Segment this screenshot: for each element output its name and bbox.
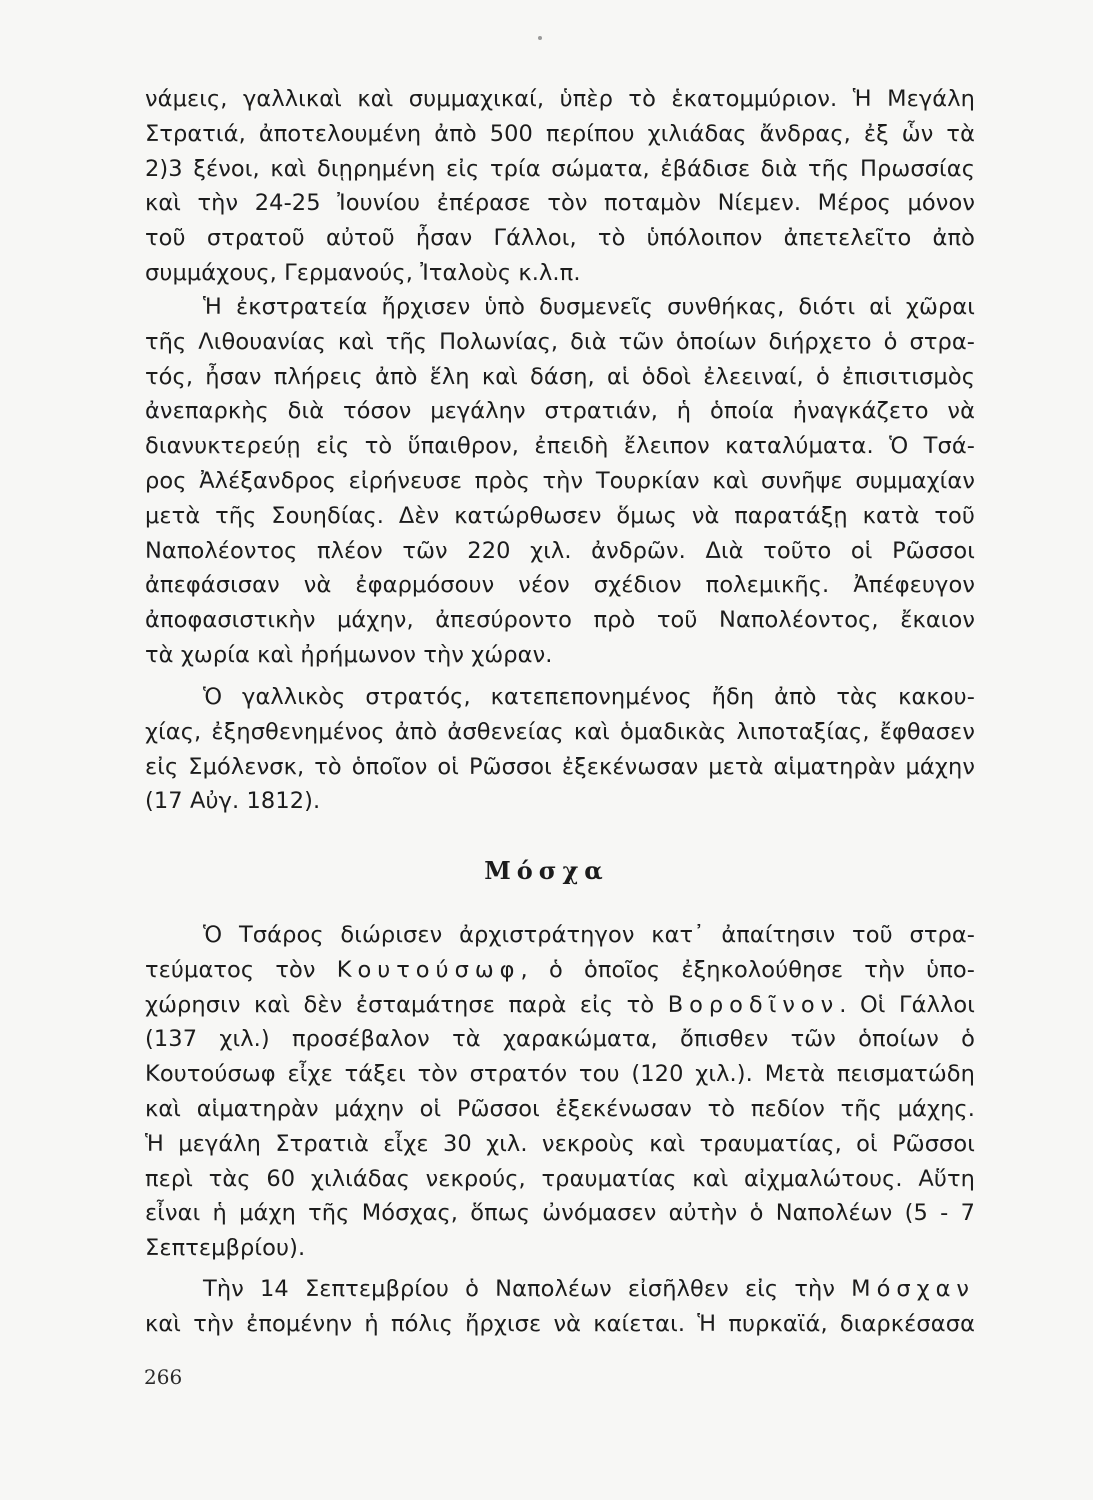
section-heading: Μόσχα	[484, 856, 609, 885]
text-line: τός, ἦσαν πλήρεις ἀπὸ ἕλη καὶ δάση, αἱ ὁδοὶ ἐλεειναί, ὁ ἐπισιτισμὸς	[145, 363, 975, 390]
text-line: Ναπολέοντος πλέον τῶν 220 χιλ. ἀνδρῶν. Διὰ τοῦτο οἱ Ρῶσσοι	[145, 537, 975, 564]
text-line: συμμάχους, Γερμανούς, Ἰταλοὺς κ.λ.π.	[145, 259, 581, 286]
text-line: ἀποφασιστικὴν μάχην, ἀπεσύροντο πρὸ τοῦ Ναπολέοντος, ἔκαιον	[145, 607, 975, 634]
text-line: Στρατιά, ἀποτελουμένη ἀπὸ 500 περίπου χιλιάδας ἄνδρας, ἐξ ὧν τὰ	[145, 120, 975, 147]
spaced-name-borodino: Βοροδῖνον	[667, 991, 840, 1018]
text-line	[145, 1272, 975, 1307]
text-fragment: χώρησιν καὶ δὲν ἐσταμάτησε παρὰ εἰς τὸ	[145, 991, 668, 1018]
text-line: ἀπεφάσισαν νὰ ἐφαρμόσουν νέον σχέδιον πολεμικῆς. Ἀπέφευγον	[145, 572, 975, 599]
text-line: Σεπτεμβρίου).	[145, 1235, 306, 1262]
text-line: χίας, ἐξησθενημένος ἀπὸ ἀσθενείας καὶ ὁμαδικὰς λιποταξίας, ἔφθασεν	[145, 718, 975, 745]
paragraph-borodino	[145, 918, 975, 1266]
text-line: Ἡ ἐκστρατεία ἤρχισεν ὑπὸ δυσμενεῖς συνθήκας, διότι αἱ χῶραι	[203, 294, 975, 320]
text-line	[145, 953, 975, 988]
text-line: τὰ χωρία καὶ ἠρήμωνον τὴν χώραν.	[145, 641, 553, 668]
scan-speck	[538, 36, 542, 40]
text-fragment: τεύματος τὸν	[145, 956, 337, 983]
text-line: (137 χιλ.) προσέβαλον τὰ χαρακώματα, ὄπισθεν τῶν ὁποίων ὁ	[145, 1026, 975, 1053]
page-number: 266	[144, 1365, 183, 1389]
text-line: Ὁ Τσάρος διώρισεν ἀρχιστράτηγον κατ᾽ ἀπαίτησιν τοῦ στρα-	[203, 922, 975, 948]
spaced-name-kutuzov: Κουτούσωφ	[336, 956, 521, 983]
paragraph-moscow	[145, 1272, 975, 1342]
text-line: Κουτούσωφ εἶχε τάξει τὸν στρατόν του (120 χιλ.). Μετὰ πεισματώδη	[145, 1061, 975, 1088]
text-line: διανυκτερεύῃ εἰς τὸ ὕπαιθρον, ἐπειδὴ ἔλειπον καταλύματα. Ὁ Τσά-	[145, 433, 975, 460]
paragraph-campaign	[145, 290, 975, 673]
text-line: καὶ τὴν 24-25 Ἰουνίου ἐπέρασε τὸν ποταμὸν Νίεμεν. Μέρος μόνον	[145, 190, 975, 217]
text-line: καὶ αἱματηρὰν μάχην οἱ Ρῶσσοι ἐξεκένωσαν τὸ πεδίον τῆς μάχης.	[145, 1095, 975, 1122]
text-line	[145, 988, 975, 1023]
text-line: καὶ τὴν ἐπομένην ἡ πόλις ἤρχισε νὰ καίεται. Ἡ πυρκαϊά, διαρκέσασα	[145, 1310, 975, 1337]
text-line: ἀνεπαρκὴς διὰ τόσον μεγάλην στρατιάν, ἡ ὁποία ἠναγκάζετο νὰ	[145, 398, 975, 425]
text-line: μετὰ τῆς Σουηδίας. Δὲν κατώρθωσεν ὅμως νὰ παρατάξῃ κατὰ τοῦ	[145, 502, 975, 529]
text-line: τοῦ στρατοῦ αὐτοῦ ἦσαν Γάλλοι, τὸ ὑπόλοιπον ἀπετελεῖτο ἀπὸ	[145, 225, 975, 252]
text-fragment: , ὁ ὁποῖος ἐξηκολούθησε τὴν ὑπο-	[520, 956, 975, 983]
paragraph-continuation	[145, 82, 975, 291]
paragraph-smolensk	[145, 680, 975, 819]
text-line: νάμεις, γαλλικαὶ καὶ συμμαχικαί, ὑπὲρ τὸ ἑκατομμύριον. Ἡ Μεγάλη	[145, 86, 975, 112]
text-fragment: Τὴν 14 Σεπτεμβρίου ὁ Ναπολέων εἰσῆλθεν εἰς τὴν	[203, 1276, 852, 1302]
text-fragment: . Οἱ Γάλλοι	[839, 991, 975, 1018]
text-line: εἶναι ἡ μάχη τῆς Μόσχας, ὅπως ὠνόμασεν αὐτὴν ὁ Ναπολέων (5 - 7	[145, 1200, 975, 1227]
text-line: εἰς Σμόλενσκ, τὸ ὁποῖον οἱ Ρῶσσοι ἐξεκένωσαν μετὰ αἱματηρὰν μάχην	[145, 753, 975, 780]
spaced-name-moscow: Μόσχαν	[851, 1276, 975, 1302]
text-line: Ὁ γαλλικὸς στρατός, κατεπεπονημένος ἤδη ἀπὸ τὰς κακου-	[203, 684, 975, 710]
text-line: 2)3 ξένοι, καὶ διῃρημένη εἰς τρία σώματα, ἐβάδισε διὰ τῆς Πρωσσίας	[145, 155, 975, 182]
text-line: ρος Ἀλέξανδρος εἰρήνευσε πρὸς τὴν Τουρκίαν καὶ συνῆψε συμμαχίαν	[145, 467, 975, 494]
text-line: τῆς Λιθουανίας καὶ τῆς Πολωνίας, διὰ τῶν ὁποίων διήρχετο ὁ στρα-	[145, 328, 975, 355]
text-line: περὶ τὰς 60 χιλιάδας νεκρούς, τραυματίας καὶ αἰχμαλώτους. Αὕτη	[145, 1165, 975, 1192]
text-line: Ἡ μεγάλη Στρατιὰ εἶχε 30 χιλ. νεκροὺς καὶ τραυματίας, οἱ Ρῶσσοι	[145, 1130, 975, 1157]
text-line: (17 Αὐγ. 1812).	[145, 788, 321, 815]
